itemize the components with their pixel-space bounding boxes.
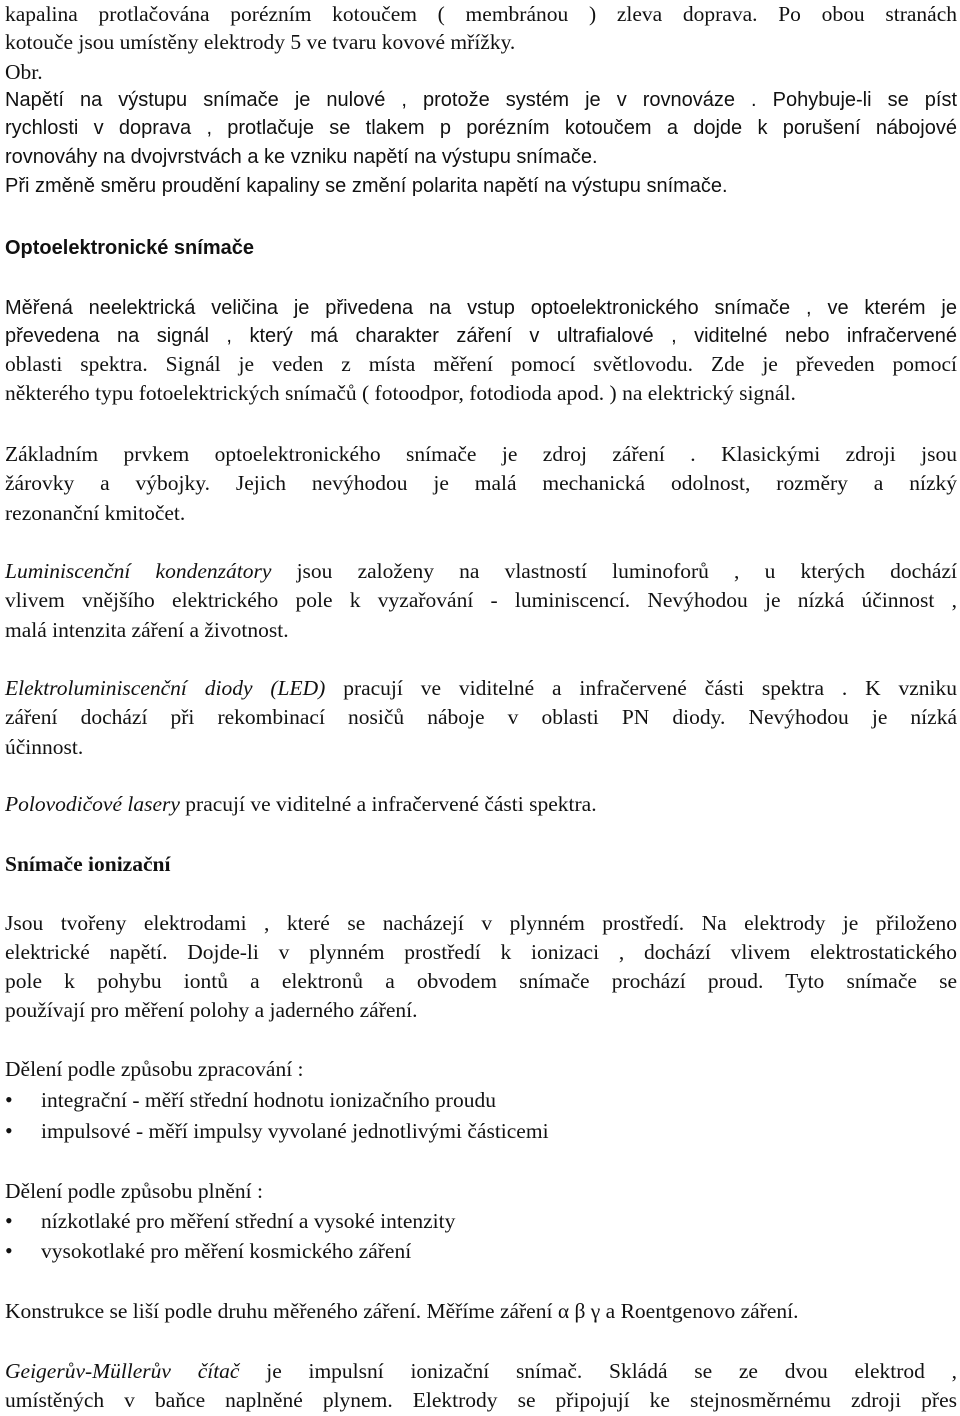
paragraph-line: vlivem vnějšího elektrického pole k vyzařování - luminiscencí. Nevýhodou je nízká účinnost , <box>5 588 957 612</box>
list-item: vysokotlaké pro měření kosmického záření <box>41 1239 412 1263</box>
paragraph-line: Napětí na výstupu snímače je nulové , protože systém je v rovnováze . Pohybuje-li se píst <box>5 89 957 111</box>
term-italic: Elektroluminiscenční diody (LED) <box>5 676 326 700</box>
paragraph-line <box>5 674 957 702</box>
paragraph-line: používají pro měření polohy a jaderného záření. <box>5 998 418 1022</box>
paragraph-line: převedena na signál , který má charakter záření v ultrafialové , viditelné nebo infračervené <box>5 325 957 347</box>
paragraph-line: rezonanční kmitočet. <box>5 501 186 525</box>
paragraph-line <box>5 1357 957 1385</box>
list-title: Dělení podle způsobu zpracování : <box>5 1057 304 1081</box>
paragraph-line <box>5 557 957 585</box>
paragraph-line: kapalina protlačována porézním kotoučem ( membránou ) zleva doprava. Po obou stranách <box>5 2 957 26</box>
list-item: nízkotlaké pro měření střední a vysoké intenzity <box>41 1209 456 1233</box>
paragraph-line: účinnost. <box>5 735 84 759</box>
term-italic: Luminiscenční kondenzátory <box>5 559 272 583</box>
paragraph-line: rychlosti v doprava , protlačuje se tlakem p porézním kotoučem a dojde k porušení nábojové <box>5 117 957 139</box>
term-italic: Geigerův-Müllerův čítač <box>5 1359 240 1383</box>
paragraph-line: elektrické napětí. Dojde-li v plynném prostředí k ionizaci , dochází vlivem elektrostatického <box>5 940 957 964</box>
paragraph-text: jsou založeny na vlastností luminoforů , u kterých dochází <box>271 559 957 583</box>
paragraph-line: záření dochází při rekombinací nosičů náboje v oblasti PN diody. Nevýhodou je nízká <box>5 705 957 729</box>
paragraph-text: je impulsní ionizační snímač. Skládá se ze dvou elektrod , <box>239 1359 957 1383</box>
paragraph-line: Základním prvkem optoelektronického snímače je zdroj záření . Klasickými zdroji jsou <box>5 442 957 466</box>
section-heading: Optoelektronické snímače <box>5 237 254 259</box>
paragraph-line: malá intenzita záření a životnost. <box>5 618 289 642</box>
paragraph-line <box>5 790 957 818</box>
paragraph-text: pracují ve viditelné a infračervené části spektra. <box>179 792 597 816</box>
paragraph-line: Měřená neelektrická veličina je přivedena na vstup optoelektronického snímače , ve kterém je <box>5 297 957 319</box>
term-italic: Polovodičové lasery <box>5 792 180 816</box>
list-item: integrační - měří střední hodnotu ionizačního proudu <box>41 1088 496 1112</box>
paragraph-line: Obr. <box>5 60 43 84</box>
paragraph-line: Konstrukce se liší podle druhu měřeného záření. Měříme záření α β γ a Roentgenovo záření. <box>5 1299 799 1323</box>
paragraph-line: žárovky a výbojky. Jejich nevýhodou je malá mechanická odolnost, rozměry a nízký <box>5 471 957 495</box>
paragraph-line: některého typu fotoelektrických snímačů ( fotoodpor, fotodioda apod. ) na elektrický signál. <box>5 381 796 405</box>
bullet-icon: • <box>5 1118 13 1143</box>
list-title: Dělení podle způsobu plnění : <box>5 1179 263 1203</box>
paragraph-line: umístěných v baňce naplněné plynem. Elektrody se připojují ke stejnosměrnému zdroji přes <box>5 1388 957 1412</box>
paragraph-line: pole k pohybu iontů a elektronů a obvodem snímače prochází proud. Tyto snímače se <box>5 969 957 993</box>
section-heading: Snímače ionizační <box>5 852 171 876</box>
bullet-icon: • <box>5 1238 13 1263</box>
bullet-icon: • <box>5 1208 13 1233</box>
paragraph-line: kotouče jsou umístěny elektrody 5 ve tvaru kovové mřížky. <box>5 30 516 54</box>
list-item: impulsové - měří impulsy vyvolané jednotlivými částicemi <box>41 1119 549 1143</box>
paragraph-text: pracují ve viditelné a infračervené části spektra . K vzniku <box>325 676 957 700</box>
bullet-icon: • <box>5 1087 13 1112</box>
paragraph-line: Při změně směru proudění kapaliny se změní polarita napětí na výstupu snímače. <box>5 175 728 197</box>
paragraph-line: oblasti spektra. Signál je veden z místa měření pomocí světlovodu. Zde je převeden pomocí <box>5 352 957 376</box>
paragraph-line: rovnováhy na dvojvrstvách a ke vzniku napětí na výstupu snímače. <box>5 146 598 168</box>
paragraph-line: Jsou tvořeny elektrodami , které se nacházejí v plynném prostředí. Na elektrody je přiloženo <box>5 911 957 935</box>
